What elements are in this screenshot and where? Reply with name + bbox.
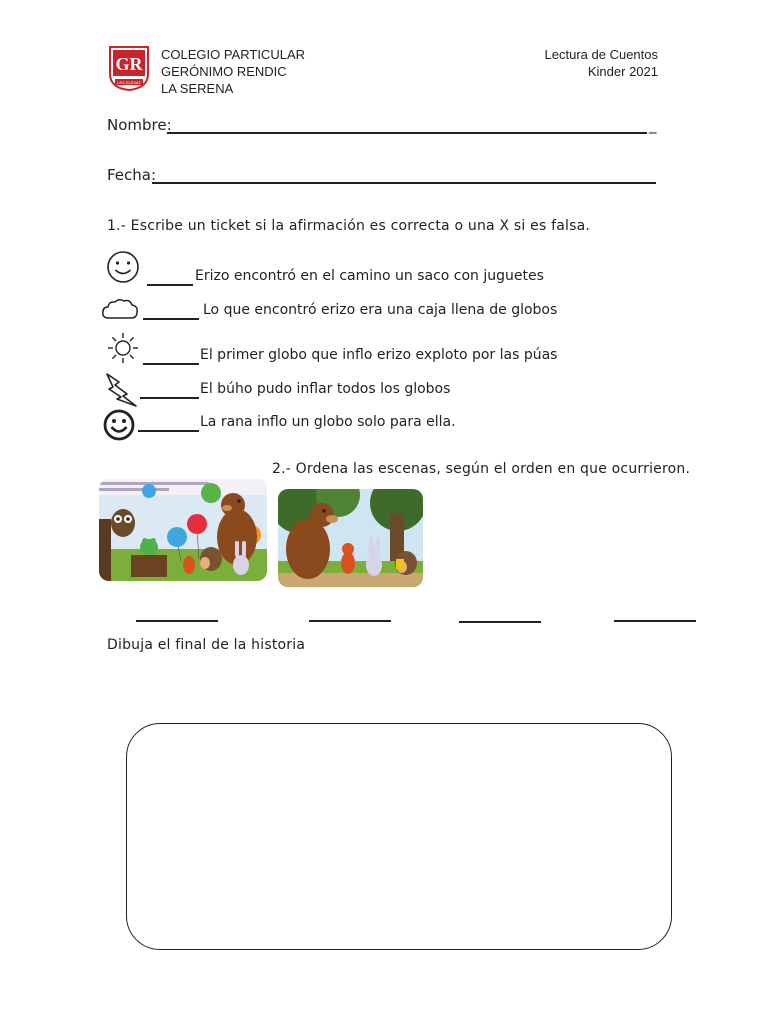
order-blank-2[interactable] [309, 620, 391, 622]
scene-image-2[interactable] [278, 489, 423, 587]
statement-1: Erizo encontró en el camino un saco con juguetes [195, 268, 544, 284]
section2-instruction: 2.- Ordena las escenas, según el orden en que ocurrieron. [272, 461, 691, 477]
school-line-1: COLEGIO PARTICULAR [161, 47, 305, 62]
cloud-icon [100, 294, 140, 330]
school-line-3: LA SERENA [161, 81, 234, 96]
school-logo [107, 44, 151, 92]
answer-blank-3[interactable] [143, 363, 199, 365]
answer-blank-4[interactable] [140, 397, 199, 399]
order-blank-1[interactable] [136, 620, 218, 622]
sun-icon [105, 330, 141, 366]
name-line[interactable] [167, 132, 647, 134]
doc-title: Lectura de Cuentos [544, 47, 658, 62]
order-blank-3[interactable] [459, 621, 541, 623]
scene-image-1[interactable] [99, 479, 267, 581]
logo-motto: LEX ELEVAT [117, 80, 141, 85]
smiley-icon [105, 249, 141, 285]
grade-label: Kinder 2021 [587, 64, 658, 79]
course-info [545, 46, 658, 80]
answer-blank-5[interactable] [138, 430, 199, 432]
section3-instruction: Dibuja el final de la historia [107, 637, 306, 653]
school-line-2: GERÓNIMO RENDIC [161, 64, 287, 79]
name-label: Nombre: [107, 116, 172, 134]
drawing-box[interactable] [126, 723, 672, 950]
statement-3: El primer globo que inflo erizo exploto por las púas [200, 347, 558, 363]
section1-instruction: 1.- Escribe un ticket si la afirmación es correcta o una X si es falsa. [107, 218, 591, 234]
statement-2: Lo que encontró erizo era una caja llena de globos [203, 302, 558, 318]
statement-5: La rana inflo un globo solo para ella. [200, 414, 456, 430]
statement-4: El búho pudo inflar todos los globos [200, 381, 451, 397]
lightning-icon [103, 372, 139, 408]
school-name [161, 46, 305, 97]
date-line[interactable] [152, 182, 656, 184]
answer-blank-2[interactable] [143, 318, 199, 320]
bold-smiley-icon [102, 408, 138, 444]
logo-letters: GR [115, 54, 143, 74]
order-blank-4[interactable] [614, 620, 696, 622]
date-label: Fecha: [107, 166, 157, 184]
answer-blank-1[interactable] [147, 284, 193, 286]
name-line-tail: _ [649, 116, 657, 134]
